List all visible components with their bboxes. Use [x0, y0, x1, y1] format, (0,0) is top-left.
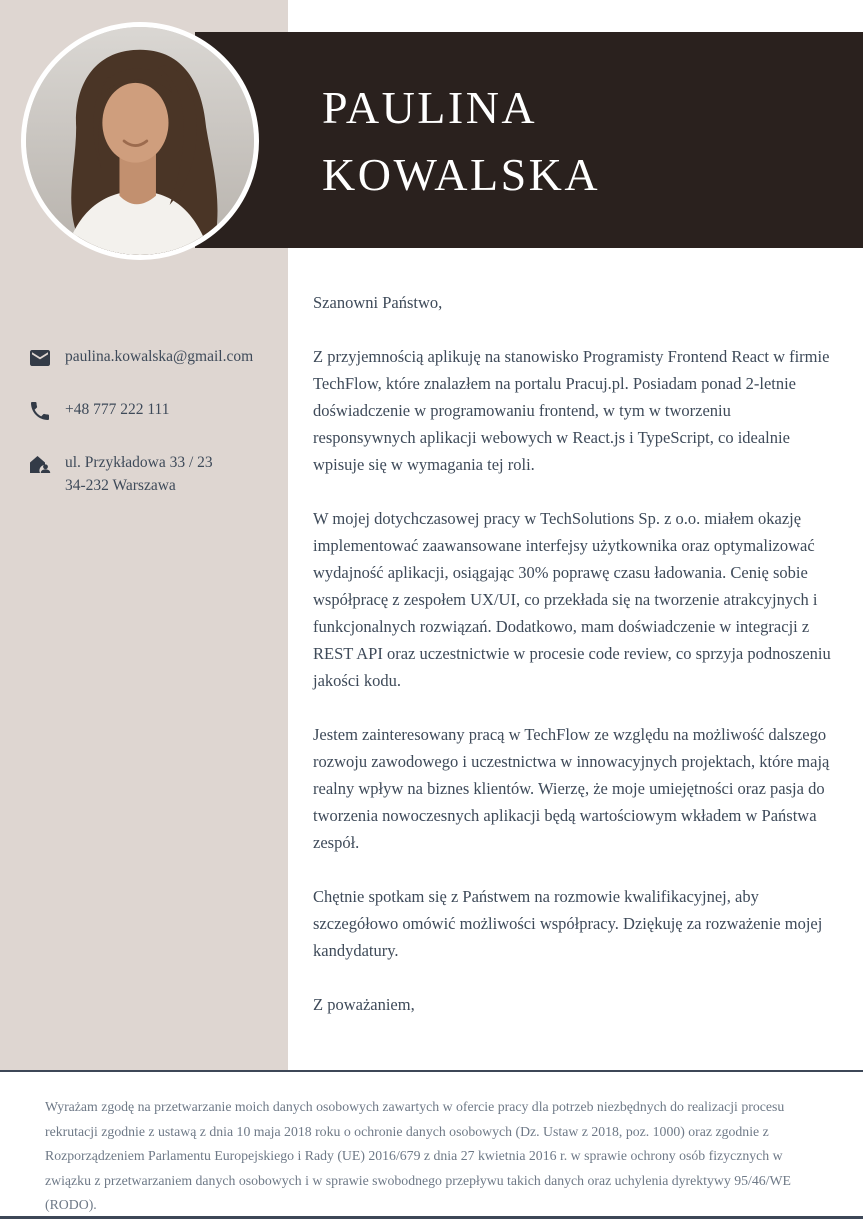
profile-photo [21, 22, 259, 260]
letter-salutation: Szanowni Państwo, [313, 293, 443, 312]
phone-value: +48 777 222 111 [65, 401, 170, 418]
contact-phone [28, 398, 278, 423]
rodo-consent-text: Wyrażam zgodę na przetwarzanie moich danych osobowych zawartych w ofercie pracy dla potrzeb niezbędnych do realizacji procesu rekrutacji zgodnie z ustawą z dnia 10 maja 2018 roku o ochronie danych osobowych (Dz. Ustaw z 2018, poz. 1000) oraz zgodnie z Rozporządzeniem Parlamentu Europejskiego i Rady (UE) 2016/679 z dnia 27 kwietnia 2016 r. w sprawie ochrony osób fizycznych w związku z przetwarzaniem danych osobowych i w sprawie swobodnego przepływu takich danych oraz uchylenia dyrektywy 95/46/WE (RODO). [45, 1099, 791, 1212]
letter-paragraph: W mojej dotychczasowej pracy w TechSolutions Sp. z o.o. miałem okazję implementować zaawansowane interfejsy użytkownika oraz optymalizować wydajność aplikacji, osiągając 30% poprawę czasu ładowania. Cenię sobie współpracę z zespołem UX/UI, co przekłada się na tworzenie atrakcyjnych i funkcjonalnych rozwiązań. Dodatkowo, mam doświadczenie w integracji z REST API oraz uczestnictwie w procesie code review, co sprzyja podnoszeniu jakości kodu. [313, 509, 831, 690]
address-line1: ul. Przykładowa 33 / 23 [65, 454, 213, 471]
address-value [65, 451, 213, 497]
letter-paragraph: Z przyjemnością aplikuję na stanowisko Programisty Frontend React w firmie TechFlow, które znalazłem na portalu Pracuj.pl. Posiadam ponad 2-letnie doświadczenie w programowaniu frontend, w tym w tworzeniu responsywnych aplikacji webowych w React.js i TypeScript, co idealnie wpisuje się w wymagania tej roli. [313, 347, 830, 474]
contact-email [28, 345, 278, 370]
footer-divider [0, 1070, 863, 1072]
name-banner [195, 32, 863, 248]
last-name: KOWALSKA [322, 149, 601, 200]
letter-closing: Z poważaniem, [313, 995, 415, 1014]
mail-icon [28, 346, 52, 370]
page-title [322, 74, 600, 208]
phone-icon [28, 399, 52, 423]
letter-paragraph: Jestem zainteresowany pracą w TechFlow ze względu na możliwość dalszego rozwoju zawodowego i uczestnictwa w innowacyjnych projektach, które mają realny wpływ na biznes klientów. Wierzę, że moje umiejętności oraz pasja do tworzenia nowoczesnych aplikacji będą wartościowym wkładem w Państwa zespół. [313, 725, 830, 852]
email-value: paulina.kowalska@gmail.com [65, 348, 254, 365]
contact-address [28, 451, 278, 497]
first-name: PAULINA [322, 82, 538, 133]
address-line2: 34-232 Warszawa [65, 477, 176, 494]
letter-paragraph: Chętnie spotkam się z Państwem na rozmowie kwalifikacyjnej, aby szczegółowo omówić możliwości współpracy. Dziękuję za rozważenie mojej kandydatury. [313, 887, 823, 960]
home-person-icon [28, 452, 52, 476]
letter-body [313, 289, 836, 1045]
contact-list [28, 345, 278, 525]
